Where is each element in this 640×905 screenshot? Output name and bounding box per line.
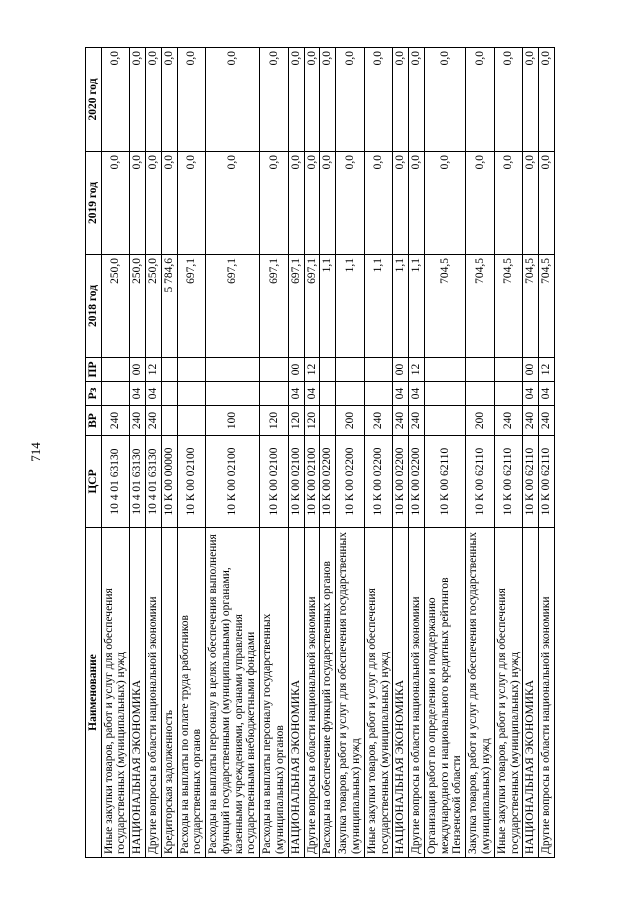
cell-name: Иные закупки товаров, работ и услуг для обеспечения государственных (муниципальных) нужд bbox=[364, 528, 393, 858]
cell-2018: 1,1 bbox=[336, 255, 365, 358]
cell-rz: 04 bbox=[539, 382, 555, 406]
cell-rz bbox=[336, 382, 365, 406]
header-vr: ВР bbox=[86, 406, 102, 436]
header-pr: ПР bbox=[86, 358, 102, 382]
table-row bbox=[177, 48, 206, 858]
cell-name: Кредиторская задолженность bbox=[161, 528, 177, 858]
cell-rz bbox=[320, 382, 336, 406]
header-rz: Рз bbox=[86, 382, 102, 406]
cell-csr: 10 К 00 62110 bbox=[539, 436, 555, 528]
cell-vr: 200 bbox=[466, 406, 495, 436]
table-row bbox=[260, 48, 289, 858]
cell-vr: 240 bbox=[393, 406, 409, 436]
cell-2019: 0,0 bbox=[466, 152, 495, 255]
cell-pr bbox=[320, 358, 336, 382]
cell-rz: 04 bbox=[409, 382, 425, 406]
cell-rz bbox=[206, 382, 260, 406]
cell-name: НАЦИОНАЛЬНАЯ ЭКОНОМИКА bbox=[288, 528, 304, 858]
cell-2020: 0,0 bbox=[206, 48, 260, 152]
cell-vr: 200 bbox=[336, 406, 365, 436]
cell-2019: 0,0 bbox=[523, 152, 539, 255]
cell-rz bbox=[161, 382, 177, 406]
cell-name: Другие вопросы в области национальной экономики bbox=[539, 528, 555, 858]
cell-pr bbox=[206, 358, 260, 382]
cell-2020: 0,0 bbox=[539, 48, 555, 152]
cell-pr: 12 bbox=[146, 358, 162, 382]
cell-vr: 240 bbox=[494, 406, 523, 436]
cell-2019: 0,0 bbox=[364, 152, 393, 255]
cell-rz bbox=[466, 382, 495, 406]
cell-pr: 12 bbox=[539, 358, 555, 382]
cell-name: Организация работ по определению и поддержанию международного и национального кредитных рейтингов Пензенской области bbox=[424, 528, 465, 858]
cell-csr: 10 4 01 63130 bbox=[146, 436, 162, 528]
cell-vr bbox=[424, 406, 465, 436]
cell-csr: 10 4 01 63130 bbox=[130, 436, 146, 528]
cell-pr bbox=[336, 358, 365, 382]
header-csr: ЦСР bbox=[86, 436, 102, 528]
cell-rz: 04 bbox=[304, 382, 320, 406]
cell-2020: 0,0 bbox=[336, 48, 365, 152]
cell-2019: 0,0 bbox=[409, 152, 425, 255]
cell-2020: 0,0 bbox=[161, 48, 177, 152]
cell-rz bbox=[494, 382, 523, 406]
table-row bbox=[304, 48, 320, 858]
cell-2020: 0,0 bbox=[393, 48, 409, 152]
cell-name: НАЦИОНАЛЬНАЯ ЭКОНОМИКА bbox=[393, 528, 409, 858]
cell-2020: 0,0 bbox=[466, 48, 495, 152]
cell-pr bbox=[364, 358, 393, 382]
cell-csr: 10 4 01 63130 bbox=[101, 436, 130, 528]
cell-vr bbox=[320, 406, 336, 436]
cell-vr: 120 bbox=[304, 406, 320, 436]
cell-name: Другие вопросы в области национальной экономики bbox=[409, 528, 425, 858]
table-row bbox=[161, 48, 177, 858]
cell-rz bbox=[101, 382, 130, 406]
table-row bbox=[320, 48, 336, 858]
cell-2018: 697,1 bbox=[206, 255, 260, 358]
table-row bbox=[336, 48, 365, 858]
cell-csr: 10 К 00 02100 bbox=[177, 436, 206, 528]
table-row bbox=[364, 48, 393, 858]
cell-2019: 0,0 bbox=[304, 152, 320, 255]
cell-2018: 1,1 bbox=[409, 255, 425, 358]
cell-vr: 240 bbox=[523, 406, 539, 436]
cell-name: НАЦИОНАЛЬНАЯ ЭКОНОМИКА bbox=[130, 528, 146, 858]
cell-rz bbox=[260, 382, 289, 406]
cell-2020: 0,0 bbox=[130, 48, 146, 152]
cell-2018: 250,0 bbox=[130, 255, 146, 358]
cell-rz: 04 bbox=[393, 382, 409, 406]
cell-rz: 04 bbox=[523, 382, 539, 406]
table-row bbox=[466, 48, 495, 858]
cell-pr bbox=[494, 358, 523, 382]
cell-csr: 10 К 00 62110 bbox=[466, 436, 495, 528]
cell-vr bbox=[161, 406, 177, 436]
cell-pr: 12 bbox=[409, 358, 425, 382]
cell-name: Другие вопросы в области национальной экономики bbox=[146, 528, 162, 858]
cell-2020: 0,0 bbox=[494, 48, 523, 152]
table-row bbox=[130, 48, 146, 858]
cell-csr: 10 К 00 02200 bbox=[320, 436, 336, 528]
cell-name: Другие вопросы в области национальной экономики bbox=[304, 528, 320, 858]
cell-csr: 10 К 00 62110 bbox=[494, 436, 523, 528]
cell-vr: 240 bbox=[409, 406, 425, 436]
table-header-row bbox=[86, 48, 102, 858]
cell-2018: 697,1 bbox=[177, 255, 206, 358]
cell-vr: 100 bbox=[206, 406, 260, 436]
cell-pr bbox=[424, 358, 465, 382]
cell-rz bbox=[364, 382, 393, 406]
cell-name: Закупка товаров, работ и услуг для обеспечения государственных (муниципальных) нужд bbox=[336, 528, 365, 858]
cell-2020: 0,0 bbox=[523, 48, 539, 152]
cell-name: Закупка товаров, работ и услуг для обеспечения государственных (муниципальных) нужд bbox=[466, 528, 495, 858]
cell-2018: 704,5 bbox=[424, 255, 465, 358]
cell-csr: 10 К 00 02100 bbox=[206, 436, 260, 528]
header-2020: 2020 год bbox=[86, 48, 102, 152]
cell-name: Расходы на обеспечение функций государственных органов bbox=[320, 528, 336, 858]
cell-csr: 10 К 00 02100 bbox=[260, 436, 289, 528]
cell-pr bbox=[177, 358, 206, 382]
cell-2018: 697,1 bbox=[304, 255, 320, 358]
cell-name: Иные закупки товаров, работ и услуг для обеспечения государственных (муниципальных) нужд bbox=[101, 528, 130, 858]
cell-csr: 10 К 00 02200 bbox=[364, 436, 393, 528]
cell-pr: 00 bbox=[523, 358, 539, 382]
table-row bbox=[523, 48, 539, 858]
rotated-table-wrapper bbox=[85, 48, 555, 858]
cell-2020: 0,0 bbox=[304, 48, 320, 152]
cell-2019: 0,0 bbox=[494, 152, 523, 255]
table-row bbox=[393, 48, 409, 858]
cell-rz: 04 bbox=[146, 382, 162, 406]
cell-name: Расходы на выплаты по оплате труда работников государственных органов bbox=[177, 528, 206, 858]
cell-2019: 0,0 bbox=[539, 152, 555, 255]
cell-2019: 0,0 bbox=[288, 152, 304, 255]
cell-pr bbox=[161, 358, 177, 382]
cell-pr: 12 bbox=[304, 358, 320, 382]
cell-2018: 704,5 bbox=[523, 255, 539, 358]
cell-2018: 1,1 bbox=[364, 255, 393, 358]
cell-2019: 0,0 bbox=[177, 152, 206, 255]
table-body bbox=[101, 48, 554, 858]
cell-2020: 0,0 bbox=[320, 48, 336, 152]
cell-pr bbox=[466, 358, 495, 382]
table-row bbox=[101, 48, 130, 858]
cell-csr: 10 К 00 62110 bbox=[523, 436, 539, 528]
cell-2018: 250,0 bbox=[146, 255, 162, 358]
cell-2018: 250,0 bbox=[101, 255, 130, 358]
cell-2020: 0,0 bbox=[101, 48, 130, 152]
budget-table bbox=[85, 47, 555, 858]
cell-2018: 704,5 bbox=[539, 255, 555, 358]
cell-vr: 240 bbox=[146, 406, 162, 436]
cell-rz: 04 bbox=[130, 382, 146, 406]
table-row bbox=[539, 48, 555, 858]
cell-2020: 0,0 bbox=[409, 48, 425, 152]
cell-2019: 0,0 bbox=[320, 152, 336, 255]
cell-2019: 0,0 bbox=[260, 152, 289, 255]
cell-2020: 0,0 bbox=[177, 48, 206, 152]
cell-2020: 0,0 bbox=[260, 48, 289, 152]
cell-2018: 1,1 bbox=[320, 255, 336, 358]
cell-csr: 10 К 00 02100 bbox=[288, 436, 304, 528]
cell-2019: 0,0 bbox=[101, 152, 130, 255]
cell-name: НАЦИОНАЛЬНАЯ ЭКОНОМИКА bbox=[523, 528, 539, 858]
cell-vr: 240 bbox=[539, 406, 555, 436]
cell-2019: 0,0 bbox=[146, 152, 162, 255]
cell-2020: 0,0 bbox=[146, 48, 162, 152]
cell-rz: 04 bbox=[288, 382, 304, 406]
header-2018: 2018 год bbox=[86, 255, 102, 358]
table-row bbox=[494, 48, 523, 858]
cell-vr: 240 bbox=[130, 406, 146, 436]
table-row bbox=[424, 48, 465, 858]
cell-pr: 00 bbox=[288, 358, 304, 382]
cell-vr: 240 bbox=[364, 406, 393, 436]
cell-name: Расходы на выплаты персоналу государственных (муниципальных) органов bbox=[260, 528, 289, 858]
cell-2018: 704,5 bbox=[494, 255, 523, 358]
cell-pr: 00 bbox=[130, 358, 146, 382]
cell-vr: 240 bbox=[101, 406, 130, 436]
cell-2019: 0,0 bbox=[393, 152, 409, 255]
table-row bbox=[146, 48, 162, 858]
table-row bbox=[288, 48, 304, 858]
cell-csr: 10 К 00 02200 bbox=[409, 436, 425, 528]
cell-2020: 0,0 bbox=[288, 48, 304, 152]
cell-2020: 0,0 bbox=[424, 48, 465, 152]
cell-vr: 120 bbox=[288, 406, 304, 436]
cell-2019: 0,0 bbox=[424, 152, 465, 255]
cell-vr: 120 bbox=[260, 406, 289, 436]
cell-2019: 0,0 bbox=[336, 152, 365, 255]
cell-pr: 00 bbox=[393, 358, 409, 382]
cell-csr: 10 К 00 02200 bbox=[393, 436, 409, 528]
cell-2018: 697,1 bbox=[260, 255, 289, 358]
page-number: 714 bbox=[28, 442, 43, 462]
table-row bbox=[206, 48, 260, 858]
header-2019: 2019 год bbox=[86, 152, 102, 255]
cell-2018: 1,1 bbox=[393, 255, 409, 358]
cell-2019: 0,0 bbox=[206, 152, 260, 255]
cell-rz bbox=[424, 382, 465, 406]
cell-name: Иные закупки товаров, работ и услуг для обеспечения государственных (муниципальных) нужд bbox=[494, 528, 523, 858]
cell-csr: 10 К 00 00000 bbox=[161, 436, 177, 528]
cell-2020: 0,0 bbox=[364, 48, 393, 152]
cell-2018: 697,1 bbox=[288, 255, 304, 358]
cell-pr bbox=[260, 358, 289, 382]
cell-rz bbox=[177, 382, 206, 406]
cell-csr: 10 К 00 02200 bbox=[336, 436, 365, 528]
table-row bbox=[409, 48, 425, 858]
cell-name: Расходы на выплаты персоналу в целях обеспечения выполнения функций государственными (муниципальными) органами, казенными учреждениями, органами управления государственными внебюджетными фондами bbox=[206, 528, 260, 858]
cell-vr bbox=[177, 406, 206, 436]
cell-csr: 10 К 00 62110 bbox=[424, 436, 465, 528]
cell-2018: 5 784,6 bbox=[161, 255, 177, 358]
cell-2019: 0,0 bbox=[161, 152, 177, 255]
header-name: Наименование bbox=[86, 528, 102, 858]
cell-2018: 704,5 bbox=[466, 255, 495, 358]
cell-pr bbox=[101, 358, 130, 382]
cell-2019: 0,0 bbox=[130, 152, 146, 255]
cell-csr: 10 К 00 02100 bbox=[304, 436, 320, 528]
